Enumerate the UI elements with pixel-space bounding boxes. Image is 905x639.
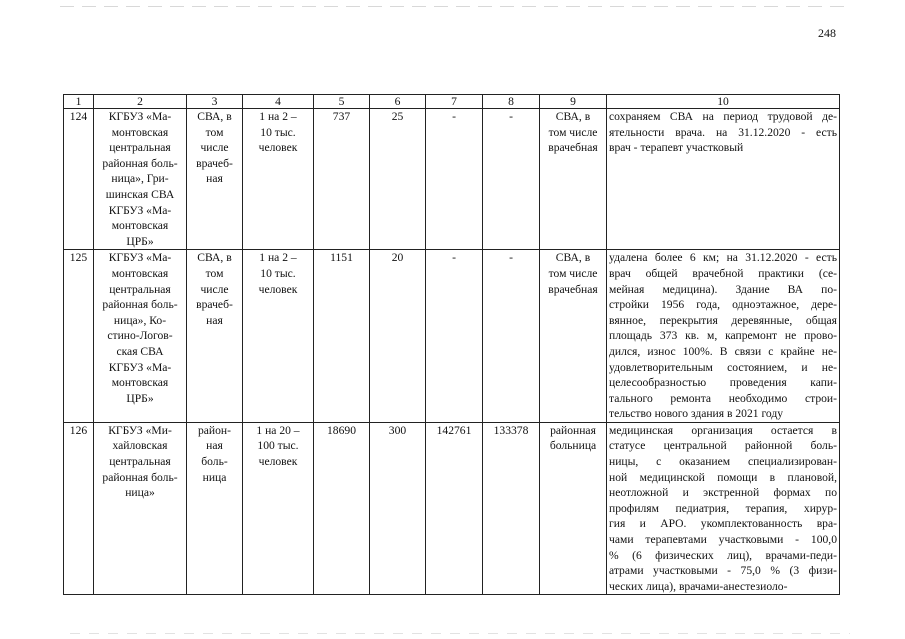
population-norm-cell [243,422,314,595]
organization-name-cell-line: районная боль- [102,156,178,170]
target-type-cell [540,250,607,423]
value-cell-5: 18690 [314,422,370,595]
column-number-7: 7 [426,95,483,109]
organization-name-cell-line: хайловская [112,439,168,453]
organization-name-cell-line: центральная [109,455,171,469]
organization-name-cell-line: монтовская [111,125,169,139]
table-header-row [64,95,840,109]
value-cell-8: - [483,250,540,423]
target-type-cell [540,109,607,250]
value-cell-7: 142761 [426,422,483,595]
target-type-cell-line: врачебная [548,282,598,296]
column-number-5: 5 [314,95,370,109]
comment-cell-line: ятельности врача. на 31.12.2020 - есть [609,125,837,139]
table-row [64,109,840,250]
comment-cell-line: дился, износ 100%. В связи с крайне не- [609,344,837,358]
organization-name-cell-line: ница», Ко- [113,313,167,327]
comment-cell-line: площадь 373 кв. м, капремонт не прово- [609,329,837,343]
comment-cell-line: статусе центральной районной боль- [609,439,837,453]
comment-cell [607,109,840,250]
facility-type-cell-line: боль- [201,455,228,469]
population-norm-cell-line: человек [258,141,298,155]
comment-cell-line: атрами участковыми - 75,0 % (3 физи- [609,564,837,578]
facility-type-cell-line: врачеб- [196,156,233,170]
facility-type-cell-line: СВА, в [197,110,232,123]
value-cell-6: 25 [370,109,426,250]
target-type-cell-line: врачебная [548,141,598,155]
column-number-3: 3 [187,95,243,109]
organization-name-cell [94,109,187,250]
organization-name-cell-line: КГБУЗ «Ма- [108,203,172,217]
organization-name-cell [94,422,187,595]
organization-name-cell-line: ЦРБ» [126,391,154,405]
value-cell-5: 737 [314,109,370,250]
organization-name-cell-line: ница», Гри- [111,172,169,186]
facility-type-cell-line: ная [206,313,223,327]
organization-name-cell-line: монтовская [111,266,169,280]
column-number-4: 4 [243,95,314,109]
facility-type-cell-line: ница [202,470,227,484]
comment-cell-line: медицинская организация остается в [609,423,837,437]
organization-name-cell-line: стино-Логов- [107,329,173,343]
population-norm-cell-line: 1 на 2 – [259,251,297,265]
organization-name-cell-line: монтовская [111,376,169,390]
population-norm-cell-line: 100 тыс. [257,439,299,453]
target-type-cell-line: том числе [548,266,598,280]
comment-cell-line: чами терапевтами участковыми - 100,0 [609,533,837,547]
population-norm-cell-line: человек [258,282,298,296]
comment-cell-line: врач - терапевт участковый [609,141,744,155]
row-number-cell: 125 [64,250,94,423]
facility-type-cell-line: числе [200,282,229,296]
comment-cell-line: удовлетворительным состоянием, и не- [609,360,837,374]
comment-cell-line: тельство нового здания в 2021 году [609,407,784,421]
organization-name-cell-line: КГБУЗ «Ма- [108,110,172,123]
value-cell-6: 20 [370,250,426,423]
table-row [64,250,840,423]
scan-edge-bottom [70,633,850,634]
population-norm-cell [243,109,314,250]
comment-cell-line: профилям педиатрия, терапия, хирур- [609,501,837,515]
comment-cell-line: вянное, перекрытия деревянные, общая [609,313,837,327]
column-number-10: 10 [607,95,840,109]
facility-type-cell-line: числе [200,141,229,155]
document-table [63,94,840,595]
comment-cell-line: % (6 физических лиц), врачами-педи- [609,548,837,562]
population-norm-cell-line: человек [258,455,298,469]
comment-cell-line: врач общей врачебной практики (се- [609,266,837,280]
organization-name-cell-line: районная боль- [102,470,178,484]
facility-type-cell [187,250,243,423]
population-norm-cell-line: 1 на 2 – [259,110,297,123]
target-type-cell-line: СВА, в [555,110,591,123]
organization-name-cell-line: районная боль- [102,298,178,312]
row-number-cell: 124 [64,109,94,250]
population-norm-cell [243,250,314,423]
comment-cell-line: неотложной и экстренной формах по [609,486,837,500]
facility-type-cell-line: ная [206,172,223,186]
organization-name-cell [94,250,187,423]
facility-type-cell [187,422,243,595]
organization-name-cell-line: КГБУЗ «Ма- [108,360,172,374]
table-row [64,422,840,595]
target-type-cell-line: СВА, в [555,251,591,265]
target-type-cell-line: больница [549,439,597,453]
column-number-1: 1 [64,95,94,109]
organization-name-cell-line: КГБУЗ «Ма- [108,251,172,265]
comment-cell-line: гия и АРО. укомплектованность вра- [609,517,837,531]
value-cell-5: 1151 [314,250,370,423]
organization-name-cell-line: КГБУЗ «Ми- [108,423,172,437]
value-cell-8: - [483,109,540,250]
comment-cell [607,250,840,423]
population-norm-cell-line: 1 на 20 – [256,423,300,437]
column-number-8: 8 [483,95,540,109]
population-norm-cell-line: 10 тыс. [260,266,296,280]
organization-name-cell-line: ница» [125,486,155,500]
comment-cell-line: тального ремонта необходимо строи- [609,391,837,405]
scan-edge-top [60,6,850,7]
column-number-6: 6 [370,95,426,109]
target-type-cell-line: том числе [548,125,598,139]
comment-cell-line: ной медицинской помощи в плановой, [609,470,837,484]
comment-cell-line: стройки 1956 года, одноэтажное, дере- [609,298,837,312]
comment-cell-line: целесообразностью проведения капи- [609,376,837,390]
facility-type-cell-line: ная [206,439,223,453]
facility-type-cell-line: врачеб- [196,298,233,312]
facility-type-cell-line: том [205,266,224,280]
value-cell-8: 133378 [483,422,540,595]
comment-cell-line: ницы, с оказанием специализирован- [609,455,837,469]
facility-type-cell [187,109,243,250]
organization-name-cell-line: шинская СВА [105,187,175,201]
value-cell-7: - [426,250,483,423]
organization-name-cell-line: центральная [109,141,171,155]
organization-name-cell-line: ЦРБ» [126,234,154,248]
facility-type-cell-line: СВА, в [197,251,232,265]
comment-cell-line: ческих лица), врачами-анестезиоло- [609,579,788,593]
facility-type-cell-line: район- [197,423,231,437]
organization-name-cell-line: монтовская [111,219,169,233]
facility-type-cell-line: том [205,125,224,139]
target-type-cell [540,422,607,595]
organization-name-cell-line: центральная [109,282,171,296]
column-number-9: 9 [540,95,607,109]
comment-cell-line: мейная медицина). Здание ВА по- [609,282,837,296]
value-cell-6: 300 [370,422,426,595]
column-number-2: 2 [94,95,187,109]
value-cell-7: - [426,109,483,250]
target-type-cell-line: районная [550,423,596,437]
comment-cell [607,422,840,595]
comment-cell-line: удалена более 6 км; на 31.12.2020 - есть [609,251,837,265]
population-norm-cell-line: 10 тыс. [260,125,296,139]
page-number: 248 [818,26,836,40]
organization-name-cell-line: ская СВА [116,344,164,358]
comment-cell-line: сохраняем СВА на период трудовой де- [609,110,837,123]
row-number-cell: 126 [64,422,94,595]
